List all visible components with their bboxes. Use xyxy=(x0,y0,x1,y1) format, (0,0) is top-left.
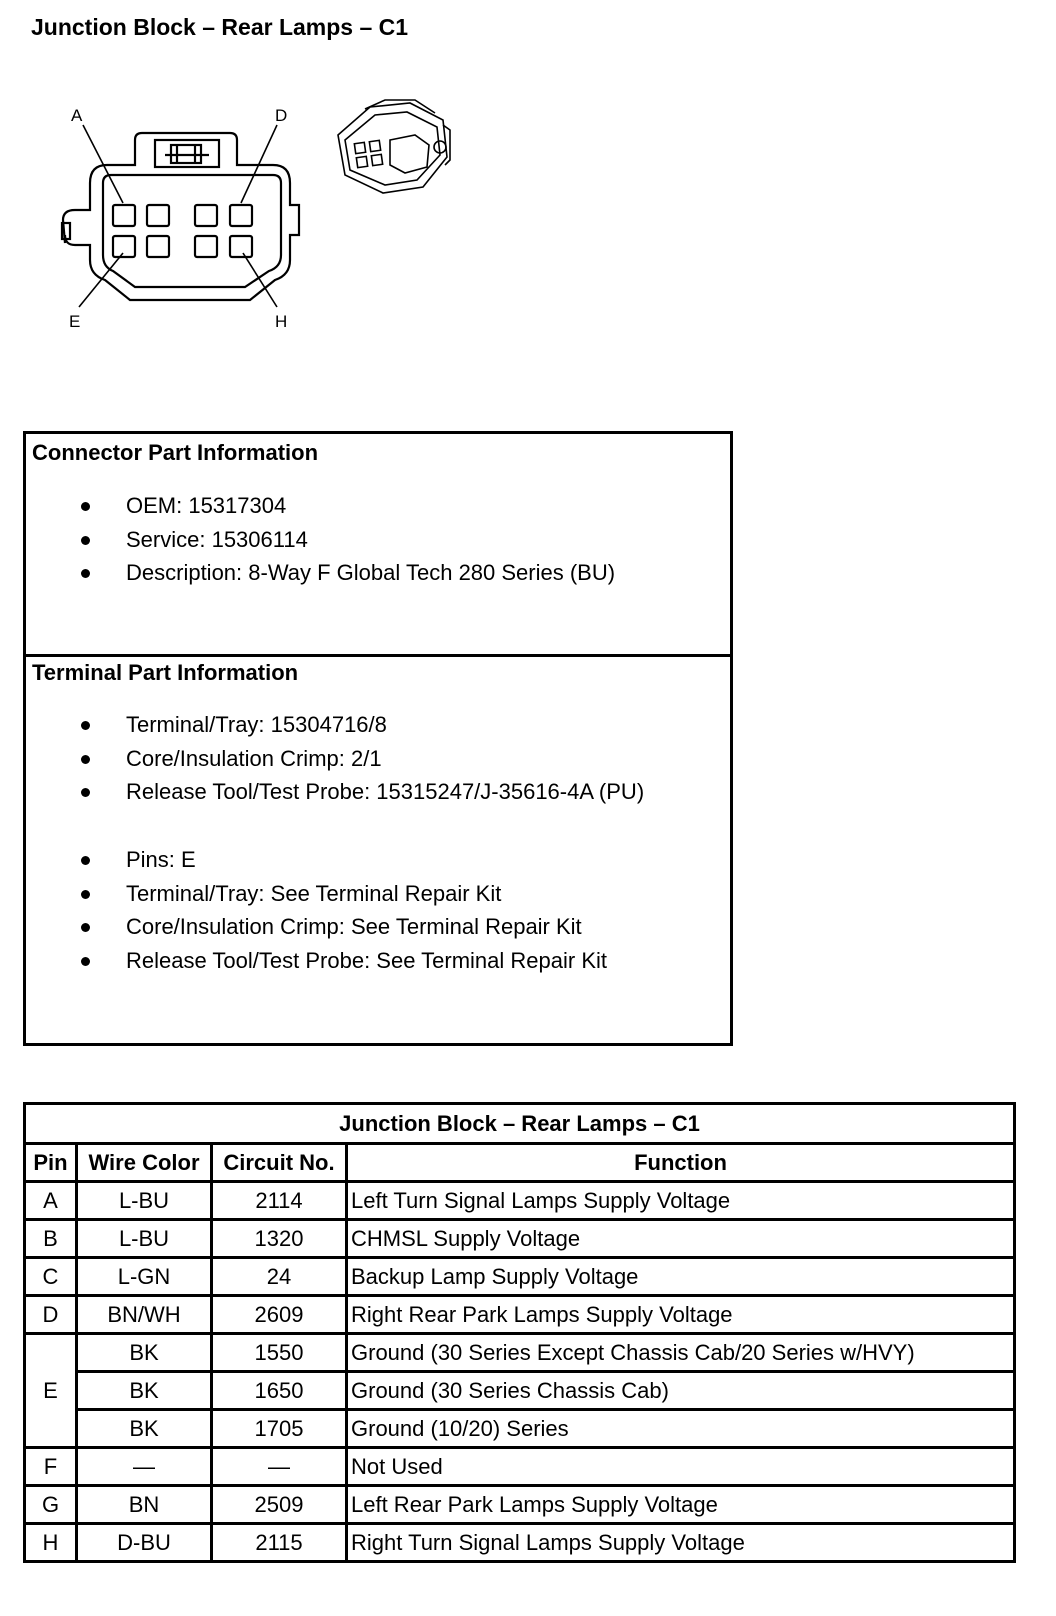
function-cell: Left Rear Park Lamps Supply Voltage xyxy=(347,1486,1015,1524)
list-item xyxy=(76,489,615,523)
bullet-icon xyxy=(81,502,90,511)
circuit-cell: 2509 xyxy=(212,1486,347,1524)
table-row xyxy=(25,1448,1015,1486)
terminal-info-list-1 xyxy=(76,708,644,809)
header-function: Function xyxy=(347,1144,1015,1182)
header-circuit: Circuit No. xyxy=(212,1144,347,1182)
part-info-box xyxy=(23,431,733,1046)
terminal-info-list-2 xyxy=(76,843,607,977)
cavity-c xyxy=(195,205,217,226)
table-row xyxy=(25,1524,1015,1562)
list-item-text: Service: 15306114 xyxy=(126,526,308,552)
list-item-text: OEM: 15317304 xyxy=(126,493,287,518)
connector-3d-illustration xyxy=(338,100,450,193)
function-cell: Ground (10/20) Series xyxy=(347,1410,1015,1448)
table-header-row xyxy=(25,1144,1015,1182)
circuit-cell: 2114 xyxy=(212,1182,347,1220)
bullet-icon xyxy=(81,890,90,899)
pin-cell: H xyxy=(25,1524,77,1562)
connector-part-info xyxy=(26,434,730,657)
function-cell: Backup Lamp Supply Voltage xyxy=(347,1258,1015,1296)
function-cell: Ground (30 Series Chassis Cab) xyxy=(347,1372,1015,1410)
wire-color-cell: BN/WH xyxy=(77,1296,212,1334)
function-cell: Left Turn Signal Lamps Supply Voltage xyxy=(347,1182,1015,1220)
bullet-icon xyxy=(81,569,90,578)
list-item-text: Core/Insulation Crimp: See Terminal Repair Kit xyxy=(126,914,582,939)
table-row xyxy=(25,1410,1015,1448)
list-item xyxy=(76,944,607,978)
list-item xyxy=(76,877,607,911)
list-item-text: Release Tool/Test Probe: See Terminal Repair Kit xyxy=(126,947,607,973)
circuit-cell: 1650 xyxy=(212,1372,347,1410)
table-row xyxy=(25,1258,1015,1296)
pin-cell: D xyxy=(25,1296,77,1334)
circuit-cell: 24 xyxy=(212,1258,347,1296)
cavity-f xyxy=(147,236,169,257)
function-cell: CHMSL Supply Voltage xyxy=(347,1220,1015,1258)
circuit-cell: 1705 xyxy=(212,1410,347,1448)
cavity-b xyxy=(147,205,169,226)
cavity-a xyxy=(113,205,135,226)
pin-label-d: D xyxy=(275,106,288,125)
pin-cell: G xyxy=(25,1486,77,1524)
cavity-g xyxy=(195,236,217,257)
circuit-cell: 1320 xyxy=(212,1220,347,1258)
list-item-text: Pins: E xyxy=(126,847,196,872)
header-wire-color: Wire Color xyxy=(77,1144,212,1182)
table-title: Junction Block – Rear Lamps – C1 xyxy=(25,1104,1015,1144)
bullet-icon xyxy=(81,923,90,932)
function-cell: Ground (30 Series Except Chassis Cab/20 Series w/HVY) xyxy=(347,1334,1015,1372)
function-cell: Not Used xyxy=(347,1448,1015,1486)
circuit-cell: — xyxy=(212,1448,347,1486)
table-row xyxy=(25,1372,1015,1410)
pin-cell: C xyxy=(25,1258,77,1296)
list-item xyxy=(76,708,644,742)
pin-cell: E xyxy=(25,1334,77,1448)
bullet-icon xyxy=(81,536,90,545)
page-title: Junction Block – Rear Lamps – C1 xyxy=(31,14,409,40)
cavity-h xyxy=(230,236,252,257)
connector-diagram xyxy=(45,95,475,355)
pin-table xyxy=(23,1102,1016,1563)
table-row xyxy=(25,1220,1015,1258)
bullet-icon xyxy=(81,957,90,966)
pin-cell: F xyxy=(25,1448,77,1486)
bullet-icon xyxy=(81,721,90,730)
pin-cell: A xyxy=(25,1182,77,1220)
bullet-icon xyxy=(81,788,90,797)
header-pin: Pin xyxy=(25,1144,77,1182)
list-item xyxy=(76,775,644,809)
cavity-e xyxy=(113,236,135,257)
wire-color-cell: L-BU xyxy=(77,1220,212,1258)
bullet-icon xyxy=(81,755,90,764)
wire-color-cell: L-BU xyxy=(77,1182,212,1220)
list-item xyxy=(76,523,615,557)
terminal-info-heading: Terminal Part Information xyxy=(32,660,299,685)
wire-color-cell: L-GN xyxy=(77,1258,212,1296)
cavity-d xyxy=(230,205,252,226)
circuit-cell: 2609 xyxy=(212,1296,347,1334)
list-item xyxy=(76,742,644,776)
wire-color-cell: BK xyxy=(77,1372,212,1410)
pin-label-e: E xyxy=(69,312,81,331)
list-item-text: Core/Insulation Crimp: 2/1 xyxy=(126,745,382,771)
wire-color-cell: BK xyxy=(77,1334,212,1372)
connector-info-list xyxy=(76,489,615,590)
table-row xyxy=(25,1486,1015,1524)
wire-color-cell: BN xyxy=(77,1486,212,1524)
list-item-text: Terminal/Tray: 15304716/8 xyxy=(126,712,387,737)
wire-color-cell: D-BU xyxy=(77,1524,212,1562)
list-item-text: Release Tool/Test Probe: 15315247/J-35616-4A (PU) xyxy=(126,779,645,804)
table-row xyxy=(25,1182,1015,1220)
table-row xyxy=(25,1334,1015,1372)
list-item-text: Terminal/Tray: See Terminal Repair Kit xyxy=(126,880,502,906)
pin-cell: B xyxy=(25,1220,77,1258)
function-cell: Right Turn Signal Lamps Supply Voltage xyxy=(347,1524,1015,1562)
circuit-cell: 2115 xyxy=(212,1524,347,1562)
circuit-cell: 1550 xyxy=(212,1334,347,1372)
leader-e xyxy=(79,253,123,307)
pin-label-a: A xyxy=(71,106,83,125)
wire-color-cell: — xyxy=(77,1448,212,1486)
wire-color-cell: BK xyxy=(77,1410,212,1448)
connector-info-heading: Connector Part Information xyxy=(32,440,319,465)
list-item xyxy=(76,843,607,877)
table-title-row xyxy=(25,1104,1015,1144)
function-cell: Right Rear Park Lamps Supply Voltage xyxy=(347,1296,1015,1334)
terminal-part-info xyxy=(26,654,730,1043)
list-item xyxy=(76,556,615,590)
table-row xyxy=(25,1296,1015,1334)
bullet-icon xyxy=(81,856,90,865)
list-item xyxy=(76,910,607,944)
list-item-text: Description: 8-Way F Global Tech 280 Series (BU) xyxy=(126,560,616,585)
pin-label-h: H xyxy=(275,312,288,331)
